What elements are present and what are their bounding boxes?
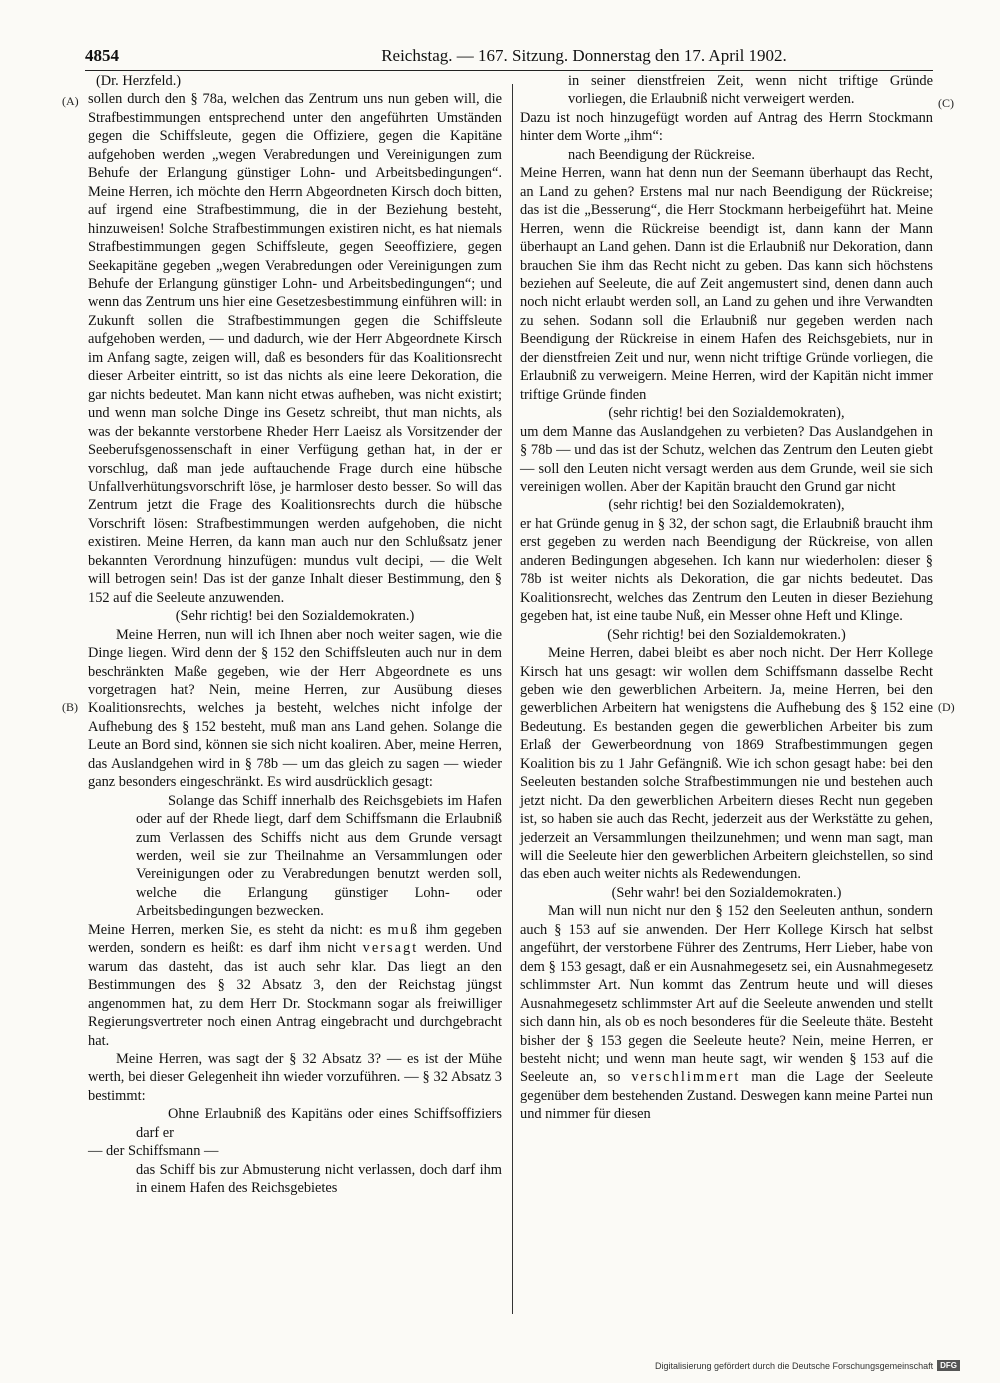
interjection: (Sehr richtig! bei den Sozialdemokraten.) [607, 626, 846, 643]
margin-mark-a: (A) [62, 94, 79, 108]
text-run: werden. Und warum das dasteht, das ist auch sehr klar. Das liegt an den Bestimmungen des § 32 Absatz 3, den der Reichstag jüngst angenommen hat, zu dem Herr Dr. Stockmann sogar als freiwilliger Regierungsvertreter noch einen Antrag eingebracht und durchgebracht hat. [88, 940, 502, 1049]
quotation: — der Schiffsmann — [88, 1143, 219, 1160]
page-header [85, 46, 933, 71]
speaker-name: (Dr. Herzfeld.) [96, 73, 182, 89]
emphasis: versagt [362, 940, 419, 957]
paragraph: Meine Herren, was sagt der § 32 Absatz 3? — es ist der Mühe werth, bei dieser Gelegenheit ihn wieder vorzuführen. — § 32 Absatz 3 bestimmt: [88, 1051, 502, 1104]
paragraph: Meine Herren, wann hat denn nun der Seemann überhaupt das Recht, an Land zu gehen? Erstens mal nur nach Beendigung der Rückreise; das ist die „Besserung“, die Herr Stockmann herbeigeführt hat. Meine Herren, wenn die Rückreise beendigt ist, dann kann der Mann überhaupt an Land gehen. Dann ist die Erlaubniß nur Dekoration, dann brauchen Sie ihm das Recht nicht zu geben. Das kann sich höchstens beziehen auf Seeleute, die auf Zeit angemustert sind, denen dann auch noch nicht erlaubt werden soll, an Land zu gehen und ihre Verwandten zu sehen. Sodann soll die Erlaubniß nur gegeben werden nach Beendigung der Rückreise in einem Hafen des Reichsgebiets, nur in der dienstfreien Zeit und nur, wenn nicht triftige Gründe vorliegen, die Erlaubniß zu verweigern. Meine Herren, wird der Kapitän nicht immer triftige Gründe finden [520, 165, 933, 403]
paragraph: sollen durch den § 78a, welchen das Zentrum uns nun geben will, die Strafbestimmungen entsprechend unter den angeführten Umständen gegen die Schiffsleute, gegen die Offiziere, gegen die Kapitäne aufgehoben werden „wegen Verabredungen und Vereinigungen zum Behufe der Erlangung günstiger Lohn- und Arbeitsbedingungen“. Meine Herren, ich möchte den Herrn Abgeordneten Kirsch doch bitten, auf irgend eine Strafbestimmung, die in der Beziehung besteht, hinzuweisen! Solche Strafbestimmungen existiren nicht, es hat niemals Strafbestimmungen gegen Schiffsleute, gegen Seeoffiziere, gegen Seekapitäne gegeben „wegen Verabredungen oder Vereinigungen zum Behufe der Erlangung günstiger Lohn- und Arbeitsbedingungen“; und wenn das Zentrum uns hier eine Gesetzesbestimmung einführen will: in Zukunft sollen die Strafbestimmungen gegen die Schiffsleute aufgehoben werden, — und dadurch, wie der Herr Abgeordnete Kirsch im Anfang sagte, zeigen will, daß es besonders für das Koalitionsrecht dieser Arbeiter eintritt, so ist das nichts als eine leere Dekoration, die gar nichts bedeutet. Man kann nicht etwas aufheben, was nicht existirt; und wenn man solche Dinge ins Gesetz schreibt, thut man nichts, als was der bekannte verstorbene Rheder Herr Laeisz als Vorsitzender der Seeberufsgenossenschaft in einer Verfügung gethan hat, in der er vorschlug, daß man jede auftauchende Frage durch eine hübsche Unfallverhütungsvorschrift löse, je harmloser desto besser. So will das Zentrum jetzt die Frage des Koalitionsrechts durch die hübsche Vorschrift lösen: Strafbestimmungen werden aufgehoben, die nicht existiren. Meine Herren, da kann man auch nur den Schlußsatz jener bekannten Verordnung hinzufügen: mundus vult decipi, — die Welt will betrogen sein! Das ist der ganze Inhalt dieser Bestimmung, den § 152 auf die Seeleute anzuwenden. [88, 91, 502, 606]
page-number: 4854 [85, 46, 119, 65]
interjection: (sehr richtig! bei den Sozialdemokraten), [608, 497, 845, 514]
dfg-logo: DFG [937, 1360, 960, 1371]
emphasis: muß [387, 921, 420, 938]
paragraph: Meine Herren, nun will ich Ihnen aber noch weiter sagen, wie die Dinge liegen. Wird denn der § 152 den Schiffsleuten auch nur in dem beschränkten Maße gegeben, wie der Herr Abgeordnete es uns vorgetragen hat? Nein, meine Herren, zur Ausübung dieses Koalitionsrechts, welches ja besteht, welches nicht infolge der Aufhebung des § 152 besteht, muß man ans Land gehen. Solange die Leute an Bord sind, können sie sich nicht koaliren. Aber, meine Herren, das Auslandgehen wird in § 78b — um das gleich zu sagen — wieder ganz besonders eingeschränkt. Es wird ausdrücklich gesagt: [88, 626, 502, 791]
quotation: Ohne Erlaubniß des Kapitäns oder eines Schiffsoffiziers darf er [136, 1106, 502, 1141]
interjection: (Sehr wahr! bei den Sozialdemokraten.) [611, 884, 842, 901]
quotation: das Schiff bis zur Abmusterung nicht verlassen, doch darf ihm in einem Hafen des Reichsgebietes [136, 1161, 502, 1197]
text-run: ihm gegeben werden, sondern es heißt: es darf ihm nicht [88, 921, 502, 957]
text-run: Man will nun nicht nur den § 152 den Seeleuten anthun, sondern auch § 153 auf sie anwenden. Der Herr Kollege Kirsch hat selbst angeführt, der verstorbene Führer des Zentrums, Herr Lieber, habe von dem § 153 gesagt, daß er ein Ausnahmegesetz sei, ein Ausnahmegesetz schlimmster Art. Nun kommt das Zentrum heute und will dieses Ausnahmegesetz schlimmster Art auf die Seeleute anwenden und stellt sich dann hin, als ob es noch besonderes für die Seeleute thäte. Besteht bisher der § 153 gegen die Seeleute heute? Nein, meine Herren, er besteht nicht; und wenn man heute sagt, wir wenden § 153 auf die Seeleute an, so [520, 903, 933, 1086]
margin-mark-b: (B) [62, 700, 78, 714]
interjection: (Sehr richtig! bei den Sozialdemokraten.) [175, 608, 415, 625]
paragraph: Meine Herren, dabei bleibt es aber noch nicht. Der Herr Kollege Kirsch hat uns gesagt: wir wollen dem Schiffsmann dasselbe Recht geben wie den gewerblichen Arbeitern. Ja, meine Herren, bei den gewerblichen Arbeitern hat wenigstens die Aufhebung des § 152 eine Bedeutung. Es bestanden gegen die gewerblichen Arbeiter bis zum Erlaß der Gewerbeordnung von 1869 Strafbestimmungen gegen Koalition bis zu 1 Jahr Gefängniß. Wie ich schon gesagt habe: bei den Seeleuten bestanden solche Strafbestimmungen nie und bestehen auch jetzt nicht. Da den gewerblichen Arbeitern dieses Recht nun gegeben ist, so haben sie auch das Recht, jederzeit aus der Werkstätte zu gehen, jederzeit an Versammlungen theilzunehmen; und wenn man sagt, man will die Seeleute hier den gewerblichen Arbeitern gleichstellen, so sind das eben auch weiter nichts als Redewendungen. [520, 645, 933, 883]
emphasis: verschlimmert [631, 1069, 741, 1086]
credit-text: Digitalisierung gefördert durch die Deutsche Forschungsgemeinschaft [654, 1360, 934, 1371]
column-separator [512, 84, 513, 1314]
text-run: man die Lage der Seeleute gegenüber dem bestehenden Zustand. Deswegen kann meine Partei nun und nimmer für diesen [520, 1069, 933, 1123]
interjection: (sehr richtig! bei den Sozialdemokraten), [608, 405, 845, 422]
paragraph: um dem Manne das Auslandgehen zu verbieten? Das Auslandgehen in § 78b — und das ist der Schutz, welchen das Zentrum den Leuten giebt — soll den Leuten nicht versagt werden aus dem Grunde, weil sie sich vereinigen wollen. Aber der Kapitän braucht den Grund gar nicht [520, 423, 933, 495]
digitization-credit [655, 1360, 960, 1371]
paragraph [520, 902, 933, 1123]
running-title: Reichstag. — 167. Sitzung. Donnerstag den 17. April 1902. [381, 46, 787, 65]
text-run: Meine Herren, merken Sie, es steht da nicht: es [88, 921, 388, 938]
quotation: nach Beendigung der Rückreise. [568, 146, 756, 163]
margin-mark-c: (C) [938, 96, 954, 110]
right-column [520, 72, 933, 1124]
paragraph: er hat Gründe genug in § 32, der schon sagt, die Erlaubniß braucht ihm erst gegeben zu werden nach Beendigung der Rückreise, von allen anderen Bedingungen abgesehen. Ich kann nur wiederholen: dieser § 78b ist weiter nichts als Dekoration, die gar nichts bedeutet. Das Koalitionsrecht, welches das Zentrum den Leuten in dieser Beziehung gegeben hat, ist eine taube Nuß, ein Messer ohne Heft und Klinge. [520, 515, 933, 625]
quotation: Solange das Schiff innerhalb des Reichsgebiets im Hafen oder auf der Rhede liegt, darf dem Schiffsmann die Erlaubniß zum Verlassen des Schiffs nicht aus dem Grunde versagt werden, weil sie zur Theilnahme an Versammlungen oder Vereinigungen oder zu Verabredungen benutzt werden soll, welche die Erlangung günstiger Lohn- oder Arbeitsbedingungen bezwecken. [136, 792, 502, 920]
left-column [88, 72, 502, 1198]
paragraph [88, 921, 502, 1050]
quotation: in seiner dienstfreien Zeit, wenn nicht triftige Gründe vorliegen, die Erlaubniß nicht verweigert werden. [568, 73, 933, 108]
margin-mark-d: (D) [938, 700, 955, 714]
paragraph: Dazu ist noch hinzugefügt worden auf Antrag des Herrn Stockmann hinter dem Worte „ihm“: [520, 109, 933, 145]
